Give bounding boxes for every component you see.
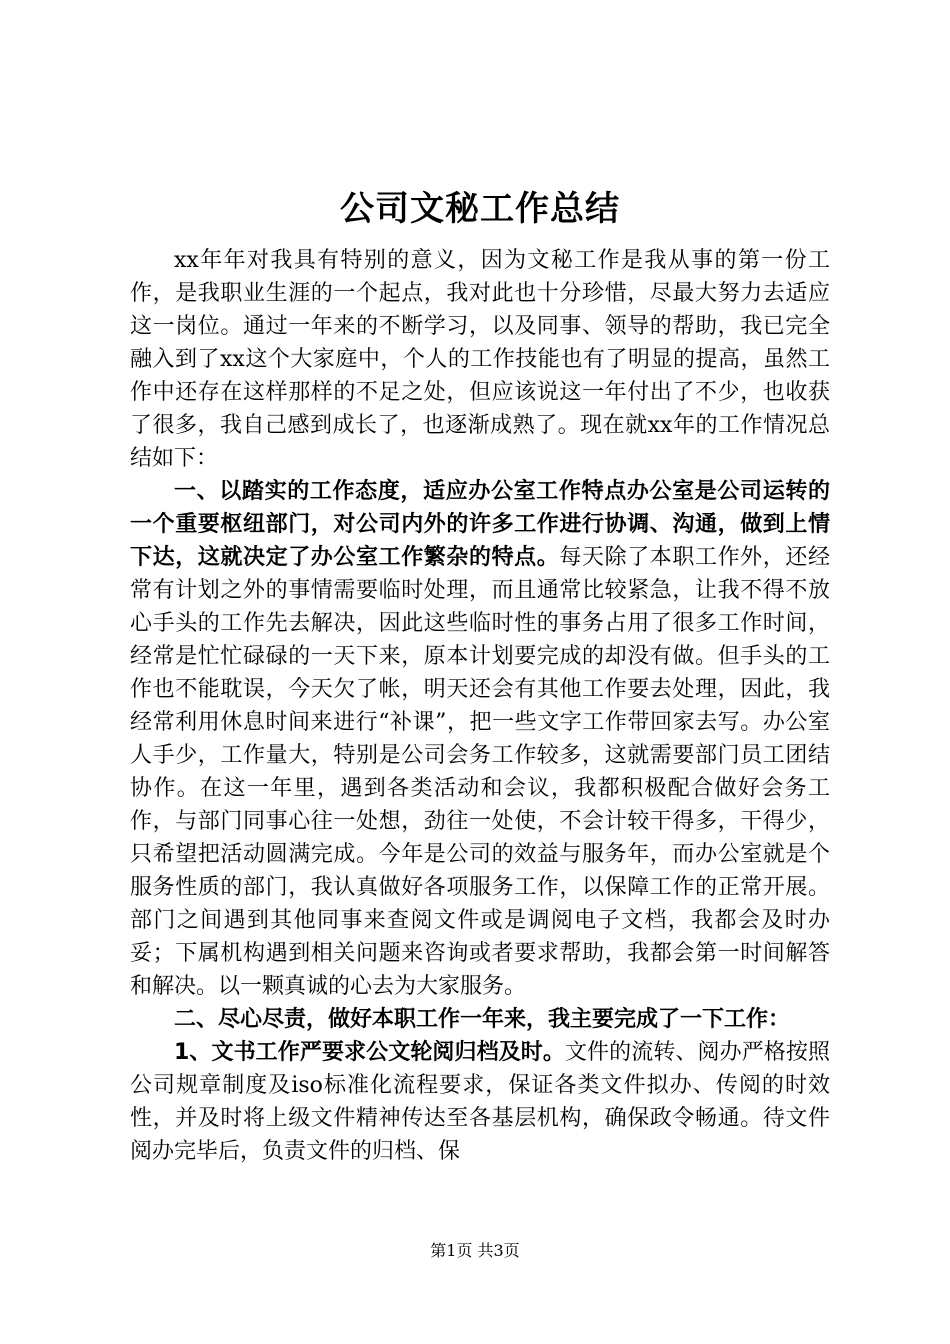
paragraph-item-1: [130, 1036, 830, 1168]
paragraph-text: 文件的流转、阅办严格按照公司规章制度及iso标准化流程要求，保证各类文件拟办、传阅的时效性，并及时将上级文件精神传达至各基层机构，确保政令畅通。待文件阅办完毕后，负责文件的归档、保: [130, 1040, 830, 1164]
paragraph-heading: 1、文书工作严要求公文轮阅归档及时。: [174, 1040, 565, 1065]
document-title: 公司文秘工作总结: [340, 189, 620, 229]
paragraph-heading: 二、尽心尽责，做好本职工作一年来，我主要完成了一下工作：: [174, 1007, 791, 1032]
paragraph-section-1: [130, 475, 830, 1003]
paragraph-text: 每天除了本职工作外，还经常有计划之外的事情需要临时处理，而且通常比较紧急，让我不得不放心手头的工作先去解决，因此这些临时性的事务占用了很多工作时间，经常是忙忙碌碌的一天下来，原本计划要完成的却没有做。但手头的工作也不能耽误，今天欠了帐，明天还会有其他工作要去处理，因此，我经常利用休息时间来进行“补课”，把一些文字工作带回家去写。办公室人手少，工作量大，特别是公司会务工作较多，这就需要部门员工团结协作。在这一年里，遇到各类活动和会议，我都积极配合做好会务工作，与部门同事心往一处想，劲往一处使，不会计较干得多，干得少，只希望把活动圆满完成。今年是公司的效益与服务年，而办公室就是个服务性质的部门，我认真做好各项服务工作，以保障工作的正常开展。部门之间遇到其他同事来查阅文件或是调阅电子文档，我都会及时办妥；下属机构遇到相关问题来咨询或者要求帮助，我都会第一时间解答和解决。以一颗真诚的心去为大家服务。: [130, 545, 830, 999]
paragraph-section-2: [130, 1003, 830, 1036]
paragraph-text: xx年年对我具有特别的意义，因为文秘工作是我从事的第一份工作，是我职业生涯的一个起点，我对此也十分珍惜，尽最大努力去适应这一岗位。通过一年来的不断学习，以及同事、领导的帮助，我已完全融入到了xx这个大家庭中，个人的工作技能也有了明显的提高，虽然工作中还存在这样那样的不足之处，但应该说这一年付出了不少，也收获了很多，我自己感到成长了，也逐渐成熟了。现在就xx年的工作情况总结如下：: [130, 248, 830, 471]
document-body: [130, 180, 830, 1168]
paragraph-intro: [130, 244, 830, 475]
paragraph-heading: 一、以踏实的工作态度，适应办公室工作特点办公室是公司运转的一个重要枢纽部门，对公司内外的许多工作进行协调、沟通，做到上情下达，这就决定了办公室工作繁杂的特点。: [130, 479, 830, 570]
page-footer: 第1页 共3页: [430, 1241, 520, 1260]
